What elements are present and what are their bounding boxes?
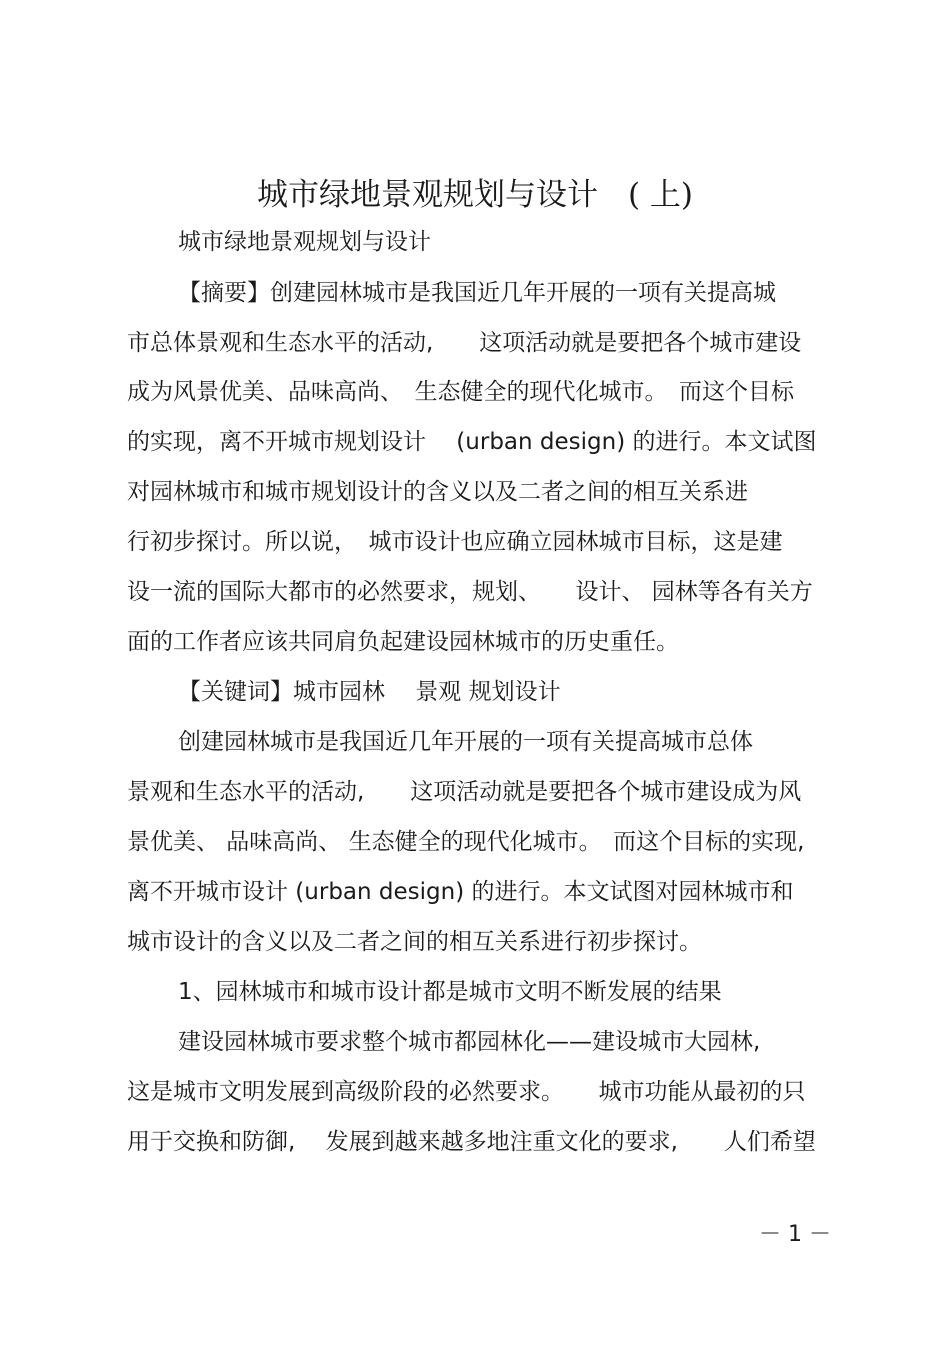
abstract-line: 市总体景观和生态水平的活动, 这项活动就是要把各个城市建设 [127, 330, 802, 356]
body-line: 景观和生态水平的活动, 这项活动就是要把各个城市建设成为风 [127, 779, 802, 805]
abstract-line: 的实现，离不开城市规划设计 (urban design) 的进行。本文试图 [127, 429, 817, 455]
body-line: 城市设计的含义以及二者之间的相互关系进行初步探讨。 [127, 929, 702, 955]
abstract-line: 面的工作者应该共同肩负起建设园林城市的历史重任。 [127, 629, 679, 655]
body-line: 这是城市文明发展到高级阶段的必然要求。 城市功能从最初的只 [127, 1079, 806, 1105]
body-line: 用于交换和防御, 发展到越来越多地注重文化的要求, 人们希望 [127, 1129, 816, 1155]
title-part: ( 上) [627, 177, 694, 213]
abstract-line: 成为风景优美、品味高尚、 生态健全的现代化城市。 而这个目标 [127, 379, 794, 405]
abstract-line: 设一流的国际大都市的必然要求，规划、 设计、 园林等各有关方 [127, 579, 813, 605]
keywords-line: 【关键词】城市园林 景观 规划设计 [178, 679, 561, 705]
title-main: 城市绿地景观规划与设计 [256, 177, 598, 213]
body-line: 建设园林城市要求整个城市都园林化——建设城市大园林, [178, 1029, 761, 1055]
section-heading: 1、园林城市和城市设计都是城市文明不断发展的结果 [178, 979, 722, 1005]
body-line: 离不开城市设计 (urban design) 的进行。本文试图对园林城市和 [127, 879, 794, 905]
document-title [0, 172, 950, 218]
body-line: 景优美、 品味高尚、 生态健全的现代化城市。 而这个目标的实现, [127, 829, 805, 855]
abstract-line: 对园林城市和城市规划设计的含义以及二者之间的相互关系进 [127, 479, 748, 505]
body-line: 创建园林城市是我国近几年开展的一项有关提高城市总体 [178, 729, 753, 755]
abstract-line: 行初步探讨。所以说， 城市设计也应确立园林城市目标，这是建 [127, 529, 783, 555]
abstract-line: 【摘要】创建园林城市是我国近几年开展的一项有关提高城 [178, 280, 776, 306]
subtitle-line: 城市绿地景观规划与设计 [178, 229, 431, 255]
page-number: － 1 － [759, 1222, 831, 1247]
